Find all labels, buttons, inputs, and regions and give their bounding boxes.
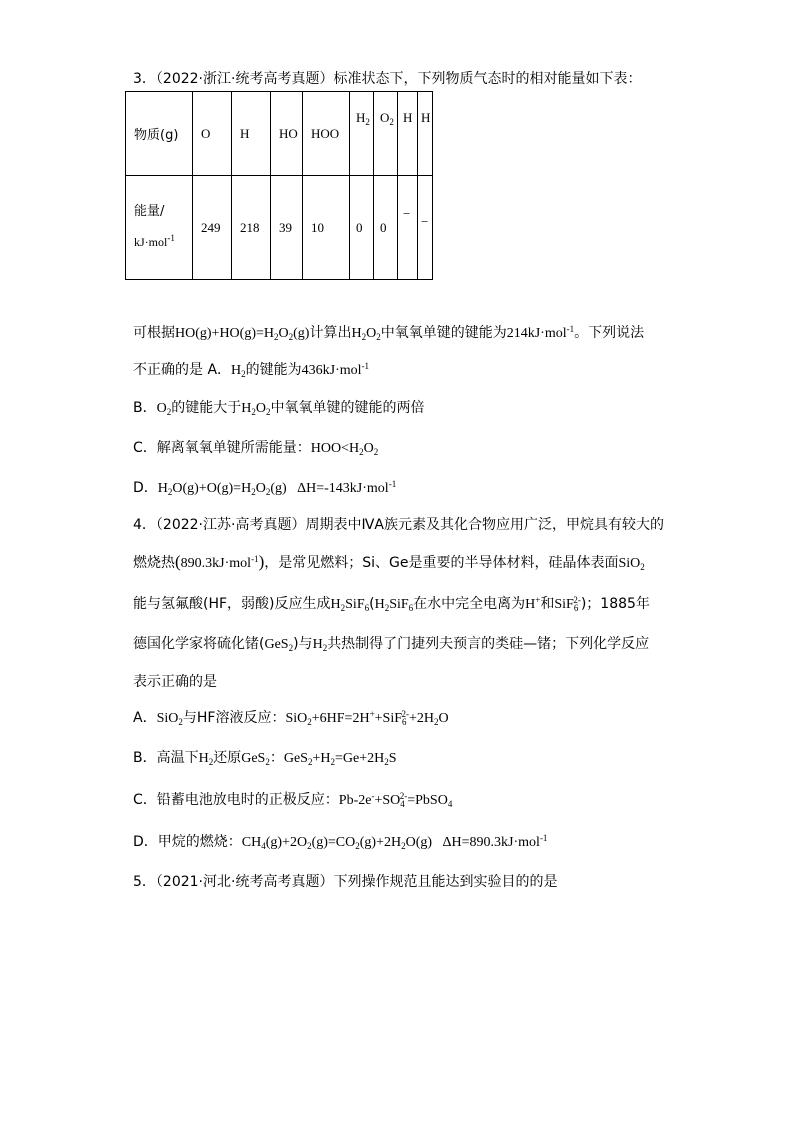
- col-O: O: [201, 125, 211, 141]
- table-row-energy: [126, 176, 433, 280]
- energy-label: 能量/ kJ·mol$^{-1}$: [134, 204, 175, 249]
- value-H2O: −: [421, 213, 429, 229]
- q4-option-d: D．甲烷的燃烧：$CH_4(g)+2O_2(g)=CO_2(g)+2H_2O(g)$ ΔH=890.3kJ·mol$^{-1}$: [133, 833, 548, 851]
- col-HO: HO: [279, 125, 298, 141]
- value-H2: 0: [356, 219, 363, 235]
- q3-option-c: C．解离氧氧单键所需能量：$HOO<H_2O_2$: [133, 440, 379, 457]
- q4-source: （2022·江苏·高考真题）: [155, 517, 306, 533]
- q5-header: [133, 872, 557, 892]
- value-H: 218: [240, 219, 260, 235]
- q3-source: （2022·浙江·统考高考真题）: [155, 71, 334, 87]
- col-H2O: H: [421, 110, 431, 125]
- q3-number: 3．: [133, 71, 156, 87]
- col-H: H: [240, 125, 250, 141]
- value-H2O2: −: [403, 205, 411, 221]
- q4-number: 4．: [133, 517, 156, 533]
- q5-source: （2021·河北·统考高考真题）: [155, 874, 334, 890]
- col-HOO: HOO: [311, 125, 340, 141]
- q3-text-1: 可根据$HO(g)+HO(g)=H_2O_2(g)$计算出$H_2O_2$中氧氧单键的键能为214kJ·mol$^{-1}$。下列说法: [133, 324, 645, 342]
- q4-line-1: 4．（2022·江苏·高考真题）周期表中ⅣA族元素及其化合物应用广泛，甲烷具有较大的: [133, 517, 664, 533]
- col-O2: $O_2$: [380, 110, 394, 127]
- q4-line-5: 表示正确的是: [133, 674, 217, 690]
- value-O: 249: [201, 219, 221, 235]
- q4-line-2: 燃烧热(890.3kJ·mol$^{-1}$)，是常见燃料；Si、Ge是重要的半导体材料，硅晶体表面SiO$_2$: [133, 552, 645, 572]
- energy-table: [125, 91, 433, 280]
- q4-line-3: 能与氢氟酸(HF，弱酸)反应生成$H_2SiF_6(H_2SiF_6$在水中完全电离为H+和SiF$_6^{2-}$)；1885年: [133, 595, 650, 613]
- q4-option-b: B．高温下$H_2$还原GeS$_2$：$GeS_2+H_2=Ge+2H_2S$: [133, 750, 397, 767]
- value-HOO: 10: [311, 219, 324, 235]
- q3-stem: 标准状态下，下列物质气态时的相对能量如下表：: [333, 71, 642, 87]
- value-O2: 0: [380, 219, 387, 235]
- value-HO: 39: [279, 219, 292, 235]
- q4-option-a: A．SiO$_2$与HF溶液反应：$SiO_2+6HF=2H^++SiF_6^{2-}+2H_2O$: [133, 709, 449, 727]
- table-header-label: 物质(g): [134, 128, 179, 143]
- q5-stem: 下列操作规范且能达到实验目的的是: [333, 874, 558, 890]
- q4-option-c: C．铅蓄电池放电时的正极反应：$Pb-2e^-+SO_4^{2-}=PbSO_4$: [133, 791, 453, 809]
- table-row-substances: [126, 92, 433, 176]
- col-H2O2: H: [403, 110, 413, 125]
- q5-number: 5．: [133, 874, 156, 890]
- col-H2: $H_2$: [356, 110, 370, 127]
- q3-text-2: 不正确的是 A．$H_2$的键能为436kJ·mol$^{-1}$: [133, 361, 370, 379]
- q4-line-4: 德国化学家将硫化锗(GeS$_2$)与$H_2$共热制得了门捷列夫预言的类硅—锗；下列化学反应: [133, 636, 650, 653]
- q3-header: [133, 69, 641, 89]
- q3-option-d: D．$H_2O(g)+O(g)=H_2O_2(g)$ ΔH=-143kJ·mol$^{-1}$: [133, 479, 397, 497]
- q3-option-b: B．$O_2$的键能大于$H_2O_2$中氧氧单键的键能的两倍: [133, 400, 425, 417]
